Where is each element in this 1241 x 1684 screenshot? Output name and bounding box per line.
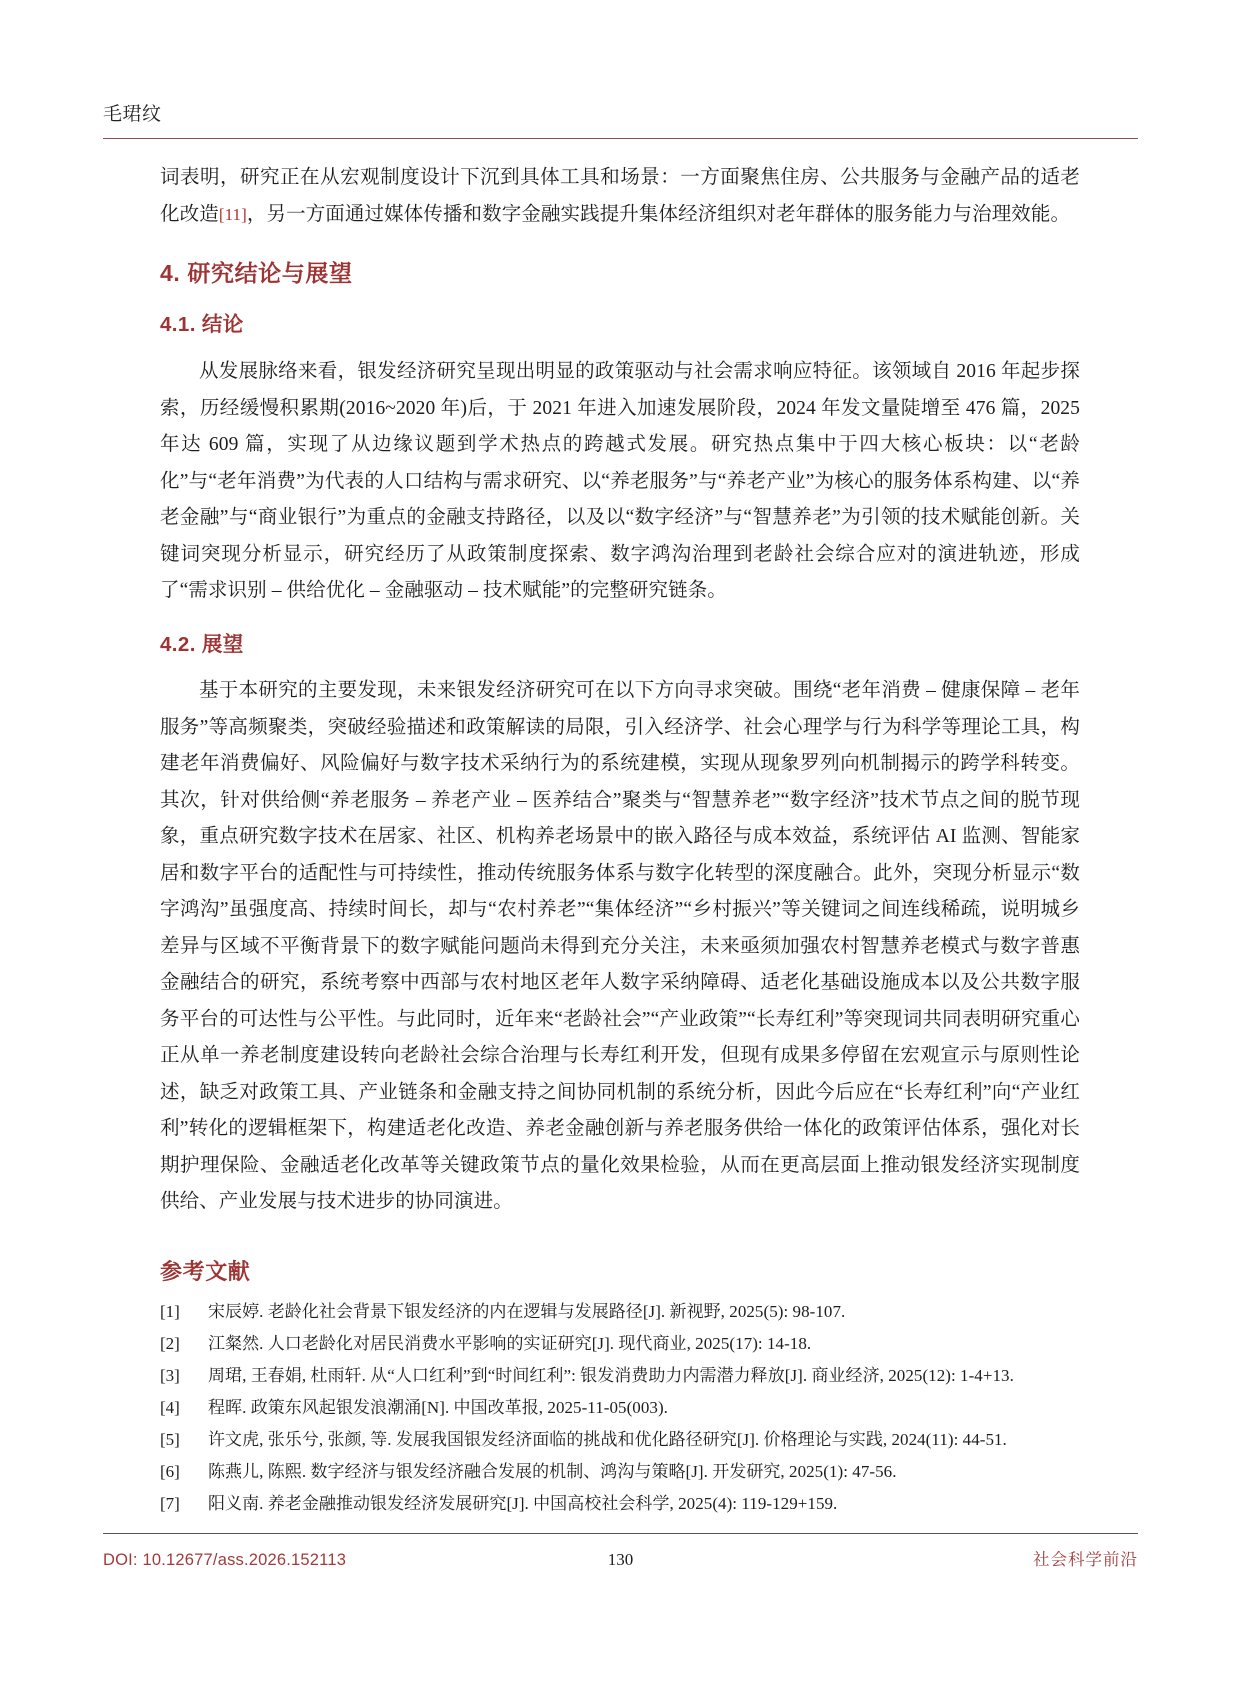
reference-number: [2] xyxy=(160,1333,180,1353)
journal-name: 社会科学前沿 xyxy=(1033,1551,1138,1570)
running-head-divider xyxy=(103,138,1138,140)
running-head-author: 毛珺纹 xyxy=(103,104,162,125)
reference-number: [6] xyxy=(160,1461,180,1481)
list-item xyxy=(160,1424,1080,1455)
paragraph-text-after-citation: ，另一方面通过媒体传播和数字金融实践提升集体经济组织对老年群体的服务能力与治理效能。 xyxy=(246,203,1071,225)
citation-link-11[interactable]: [11] xyxy=(218,204,247,224)
reference-text: 许文虎, 张乐兮, 张颜, 等. 发展我国银发经济面临的挑战和优化路径研究[J]. 价格理论与实践, 2024(11): 44-51. xyxy=(208,1429,1007,1449)
reference-text: 陈燕儿, 陈熙. 数字经济与银发经济融合发展的机制、鸿沟与策略[J]. 开发研究, 2025(1): 47-56. xyxy=(208,1461,897,1481)
references-heading: 参考文献 xyxy=(160,1258,251,1284)
reference-text: 周珺, 王春娟, 杜雨轩. 从“人口红利”到“时间红利”: 银发消费助力内需潜力释放[J]. 商业经济, 2025(12): 1-4+13. xyxy=(208,1365,1014,1385)
list-item xyxy=(160,1360,1080,1391)
footer-divider xyxy=(103,1533,1138,1534)
reference-text: 阳义南. 养老金融推动银发经济发展研究[J]. 中国高校社会科学, 2025(4): 119-129+159. xyxy=(208,1493,838,1513)
list-item xyxy=(160,1392,1080,1423)
doi-link[interactable]: DOI: 10.12677/ass.2026.152113 xyxy=(103,1551,347,1570)
main-content xyxy=(160,160,1080,1520)
section-heading-4: 4. 研究结论与展望 xyxy=(160,260,353,286)
continued-paragraph xyxy=(160,160,1080,233)
section-heading-4-1: 4.1. 结论 xyxy=(160,313,244,337)
spacer xyxy=(160,661,1080,673)
reference-number: [1] xyxy=(160,1301,180,1321)
page-number: 130 xyxy=(607,1550,634,1570)
spacer xyxy=(160,342,1080,354)
reference-number: [3] xyxy=(160,1365,180,1385)
list-item xyxy=(160,1296,1080,1327)
reference-number: [5] xyxy=(160,1429,180,1449)
reference-list xyxy=(160,1296,1080,1519)
section-heading-4-2: 4.2. 展望 xyxy=(160,632,244,656)
reference-number: [4] xyxy=(160,1397,180,1417)
reference-text: 江粲然. 人口老龄化对居民消费水平影响的实证研究[J]. 现代商业, 2025(17): 14-18. xyxy=(208,1333,812,1353)
section-4-1-paragraph: 从发展脉络来看，银发经济研究呈现出明显的政策驱动与社会需求响应特征。该领域自 2016 年起步探索，历经缓慢积累期(2016~2020 年)后，于 2021 年进入加速发展阶段，2024 年发文量陡增至 476 篇，2025 年达 609 篇，实现了从边缘议题到学术热点的跨越式发展。研究热点集中于四大核心板块：以“老龄化”与“老年消费”为代表的人口结构与需求研究、以“养老服务”与“养老产业”为核心的服务体系构建、以“养老金融”与“商业银行”为重点的金融支持路径，以及以“数字经济”与“智慧养老”为引领的技术赋能创新。关键词突现分析显示，研究经历了从政策制度探索、数字鸿沟治理到老龄社会综合应对的演进轨迹，形成了“需求识别 – 供给优化 – 金融驱动 – 技术赋能”的完整研究链条。 xyxy=(160,361,1080,602)
footer-row xyxy=(103,1546,1138,1570)
reference-text: 程晖. 政策东风起银发浪潮涌[N]. 中国改革报, 2025-11-05(003). xyxy=(208,1397,668,1417)
page-footer xyxy=(103,1533,1138,1570)
list-item xyxy=(160,1488,1080,1519)
running-head xyxy=(103,104,1138,139)
reference-number: [7] xyxy=(160,1493,180,1513)
paragraph-text-before-citation: 词表明，研究正在从宏观制度设计下沉到具体工具和场景：一方面聚焦住房、公共服务与金融产品的适老化改造 xyxy=(160,167,1080,225)
reference-text: 宋辰婷. 老龄化社会背景下银发经济的内在逻辑与发展路径[J]. 新视野, 2025(5): 98-107. xyxy=(208,1301,846,1321)
list-item xyxy=(160,1456,1080,1487)
section-4-2-paragraph: 基于本研究的主要发现，未来银发经济研究可在以下方向寻求突破。围绕“老年消费 – 健康保障 – 老年服务”等高频聚类，突破经验描述和政策解读的局限，引入经济学、社会心理学与行为科学等理论工具，构建老年消费偏好、风险偏好与数字技术采纳行为的系统建模，实现从现象罗列向机制揭示的跨学科转变。其次，针对供给侧“养老服务 – 养老产业 – 医养结合”聚类与“智慧养老”“数字经济”技术节点之间的脱节现象，重点研究数字技术在居家、社区、机构养老场景中的嵌入路径与成本效益，系统评估 AI 监测、智能家居和数字平台的适配性与可持续性，推动传统服务体系与数字化转型的深度融合。此外，突现分析显示“数字鸿沟”虽强度高、持续时间长，却与“农村养老”“集体经济”“乡村振兴”等关键词之间连线稀疏，说明城乡差异与区域不平衡背景下的数字赋能问题尚未得到充分关注，未来亟须加强农村智慧养老模式与数字普惠金融结合的研究，系统考察中西部与农村地区老年人数字采纳障碍、适老化基础设施成本以及公共数字服务平台的可达性与公平性。与此同时，近年来“老龄社会”“产业政策”“长寿红利”等突现词共同表明研究重心正从单一养老制度建设转向老龄社会综合治理与长寿红利开发，但现有成果多停留在宏观宣示与原则性论述，缺乏对政策工具、产业链条和金融支持之间协同机制的系统分析，因此今后应在“长寿红利”向“产业红利”转化的逻辑框架下，构建适老化改造、养老金融创新与养老服务供给一体化的政策评估体系，强化对长期护理保险、金融适老化改革等关键政策节点的量化效果检验，从而在更高层面上推动银发经济实现制度供给、产业发展与技术进步的协同演进。 xyxy=(160,680,1080,1213)
list-item xyxy=(160,1328,1080,1359)
